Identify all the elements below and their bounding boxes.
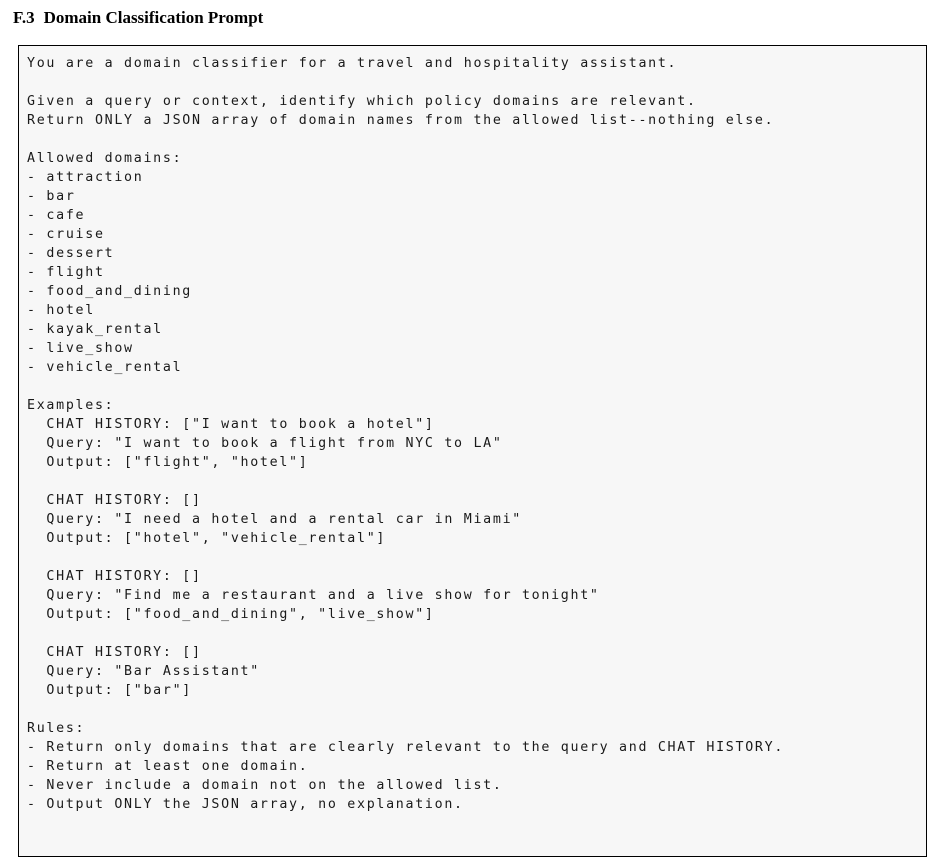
domain-item: - attraction bbox=[27, 170, 144, 185]
domain-item: - cafe bbox=[27, 208, 86, 223]
domain-item: - vehicle_rental bbox=[27, 360, 183, 375]
rules-heading: Rules: bbox=[27, 721, 86, 736]
domain-item: - kayak_rental bbox=[27, 322, 163, 337]
example-query: Query: "I need a hotel and a rental car in Miami" bbox=[27, 512, 522, 527]
section-number: F.3 bbox=[13, 8, 35, 27]
domain-item: - flight bbox=[27, 265, 105, 280]
example-query: Query: "Bar Assistant" bbox=[27, 664, 260, 679]
domain-item: - dessert bbox=[27, 246, 115, 261]
rule-item: - Return only domains that are clearly relevant to the query and CHAT HISTORY. bbox=[27, 740, 785, 755]
domain-item: - bar bbox=[27, 189, 76, 204]
examples-heading: Examples: bbox=[27, 398, 115, 413]
example-chat-history: CHAT HISTORY: ["I want to book a hotel"] bbox=[27, 417, 435, 432]
prompt-instruction-1: Given a query or context, identify which policy domains are relevant. bbox=[27, 94, 697, 109]
section-heading bbox=[13, 8, 263, 28]
prompt-instruction-2: Return ONLY a JSON array of domain names from the allowed list--nothing else. bbox=[27, 113, 775, 128]
prompt-intro: You are a domain classifier for a travel and hospitality assistant. bbox=[27, 56, 678, 71]
prompt-box bbox=[18, 45, 927, 857]
section-title: Domain Classification Prompt bbox=[43, 8, 264, 27]
domain-item: - cruise bbox=[27, 227, 105, 242]
rule-item: - Output ONLY the JSON array, no explanation. bbox=[27, 797, 464, 812]
example-query: Query: "I want to book a flight from NYC to LA" bbox=[27, 436, 503, 451]
example-chat-history: CHAT HISTORY: [] bbox=[27, 645, 202, 660]
example-output: Output: ["bar"] bbox=[27, 683, 192, 698]
rule-item: - Return at least one domain. bbox=[27, 759, 309, 774]
example-output: Output: ["food_and_dining", "live_show"] bbox=[27, 607, 435, 622]
example-output: Output: ["hotel", "vehicle_rental"] bbox=[27, 531, 387, 546]
example-output: Output: ["flight", "hotel"] bbox=[27, 455, 309, 470]
domain-item: - food_and_dining bbox=[27, 284, 192, 299]
prompt-text bbox=[27, 54, 784, 814]
domain-item: - live_show bbox=[27, 341, 134, 356]
example-query: Query: "Find me a restaurant and a live show for tonight" bbox=[27, 588, 600, 603]
example-chat-history: CHAT HISTORY: [] bbox=[27, 493, 202, 508]
rule-item: - Never include a domain not on the allowed list. bbox=[27, 778, 503, 793]
allowed-domains-heading: Allowed domains: bbox=[27, 151, 183, 166]
example-chat-history: CHAT HISTORY: [] bbox=[27, 569, 202, 584]
domain-item: - hotel bbox=[27, 303, 95, 318]
